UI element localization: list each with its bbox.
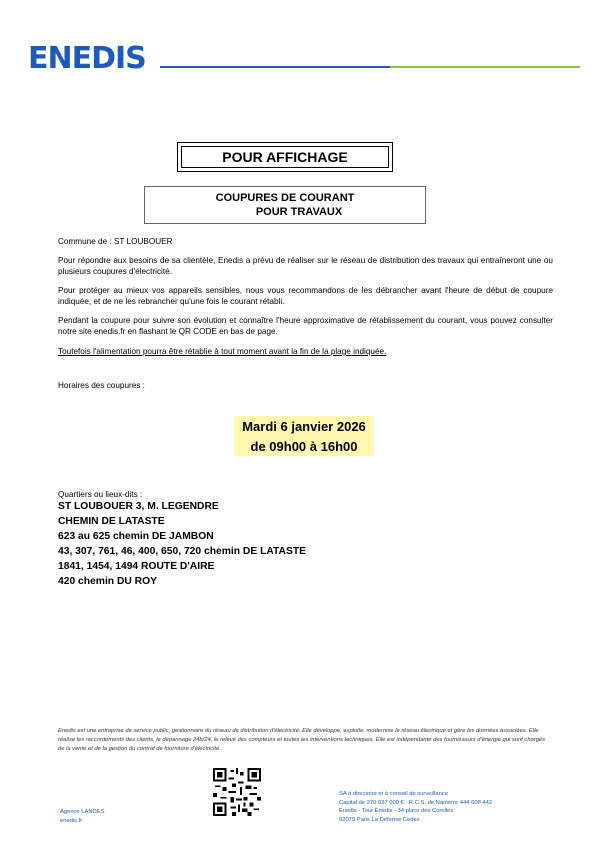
subtitle-line-1: COUPURES DE COURANT — [215, 192, 355, 204]
schedule-date: Mardi 6 janvier 2026 — [242, 419, 366, 434]
schedule-hours: de 09h00 à 16h00 — [250, 439, 358, 454]
header-rule — [160, 66, 580, 69]
legal-text: Enedis est une entreprise de service public, gestionnaire du réseau de distribution d'électricité. Elle développe, exploite, modernise le réseau électrique et gère les données associées. Elle réalise les raccordements des clients, le dépannage 24h/24, le relevé des compteurs et toutes les interventions techniques. Elle est indépendante des fournisseurs d'énergie qui sont chargés de la vente et de la gestion du contrat de fourniture d'électricité. — [58, 728, 546, 752]
agency-site[interactable]: enedis.fr — [60, 817, 83, 824]
paragraph-1: Pour répondre aux besoins de sa clientèle, Enedis a prévu de réaliser sur le réseau de distribution des travaux qui entraîneront une ou plusieurs coupures d'électricité. — [58, 256, 553, 276]
title-box — [177, 142, 393, 172]
lieux-list — [58, 499, 306, 589]
subtitle-box — [144, 186, 426, 224]
lieu-item: 623 au 625 chemin DE JAMBON — [58, 531, 214, 542]
paragraph-3: Pendant la coupure pour suivre son évolution et connaître l'heure approximative de rétablissement du courant, vous pouvez consulter notre site enedis.fr en flashant le QR CODE en bas de page. — [58, 316, 553, 336]
company-info-line: 92079 Paris La Défense Cedex — [339, 816, 420, 823]
horaires-label: Horaires des coupures : — [58, 381, 145, 390]
commune-line: Commune de : ST LOUBOUER — [58, 237, 173, 246]
paragraph-2: Pour protéger au mieux vos appareils sensibles, nous vous recommandons de les débrancher avant l'heure de début de coupure indiquée, et de ne les rebrancher qu'une fois le courant rétabli. — [58, 286, 553, 306]
page-title: POUR AFFICHAGE — [181, 146, 389, 168]
agency-block — [60, 808, 104, 825]
company-info-line: Capital de 270 037 000 € - R.C.S. de Nanterre 444 608 442 — [339, 799, 493, 806]
company-info — [339, 790, 492, 824]
enedis-logo-text: ENEDIS — [28, 41, 146, 74]
lieu-item: CHEMIN DE LATASTE — [58, 516, 165, 527]
paragraph-4: Toutefois l'alimentation pourra être rétablie à tout moment avant la fin de la plage indiquée. — [58, 347, 387, 356]
company-info-line: SA à directoire et à conseil de surveillance — [339, 791, 448, 797]
subtitle-line-2: POUR TRAVAUX — [255, 206, 343, 218]
lieu-item: 420 chemin DU ROY — [58, 576, 157, 587]
enedis-logo — [28, 40, 158, 74]
lieu-item: ST LOUBOUER 3, M. LEGENDRE — [58, 501, 219, 512]
lieux-label: Quartiers ou lieux-dits : — [58, 490, 143, 499]
agency-name: Agence LANDES — [60, 809, 105, 815]
qr-code-icon[interactable] — [213, 768, 261, 816]
company-info-line: Enedis - Tour Enedis - 34 place des Corolles — [339, 808, 454, 814]
lieu-item: 1841, 1454, 1494 ROUTE D'AIRE — [58, 561, 215, 572]
lieu-item: 43, 307, 761, 46, 400, 650, 720 chemin DE LATASTE — [58, 546, 307, 557]
